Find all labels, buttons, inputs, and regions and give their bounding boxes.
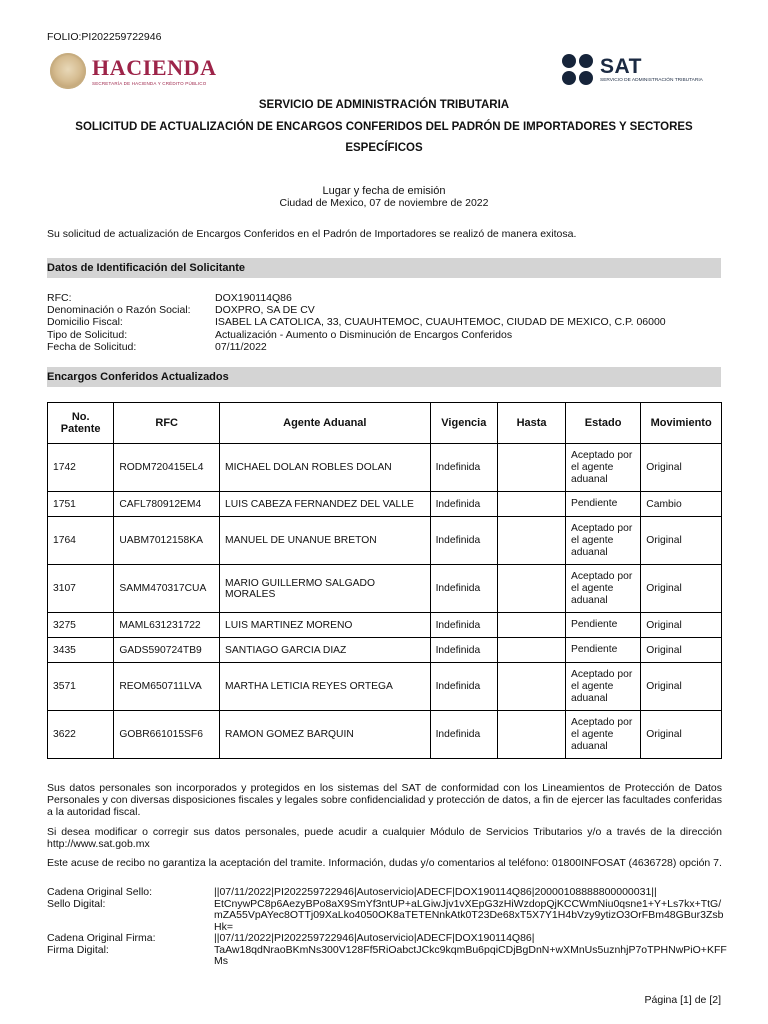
cell-estado: Pendiente bbox=[566, 638, 641, 663]
field-value: ISABEL LA CATOLICA, 33, CUAUHTEMOC, CUAUHTEMOC, CIUDAD DE MEXICO, C.P. 06000 bbox=[215, 316, 666, 329]
intro-text: Su solicitud de actualización de Encargos Conferidos en el Padrón de Importadores se realizó de manera exitosa. bbox=[47, 228, 577, 240]
cell-agente: MANUEL DE UNANUE BRETON bbox=[220, 517, 431, 565]
table-row bbox=[48, 711, 722, 759]
field-row bbox=[47, 316, 727, 328]
sat-logo bbox=[562, 50, 722, 90]
table-row bbox=[48, 663, 722, 711]
table-row bbox=[48, 613, 722, 638]
cell-rfc: SAMM470317CUA bbox=[114, 565, 220, 613]
cell-rfc: RODM720415EL4 bbox=[114, 444, 220, 492]
cell-estado: Aceptado por el agente aduanal bbox=[566, 663, 641, 711]
emission-value: Ciudad de Mexico, 07 de noviembre de 2022 bbox=[279, 197, 489, 209]
col-header-rfc: RFC bbox=[114, 403, 220, 444]
cell-vigencia: Indefinida bbox=[430, 663, 498, 711]
cell-patente: 1742 bbox=[48, 444, 114, 492]
section-title: Datos de Identificación del Solicitante bbox=[47, 262, 246, 274]
cell-agente: LUIS MARTINEZ MORENO bbox=[220, 613, 431, 638]
receipt-note: Este acuse de recibo no garantiza la aceptación del tramite. Información, dudas y/o comentarios al teléfono: 01800INFOSAT (4636728) opción 7. bbox=[47, 857, 722, 869]
cell-patente: 3571 bbox=[48, 663, 114, 711]
cell-agente: RAMON GOMEZ BARQUIN bbox=[220, 711, 431, 759]
table-row bbox=[48, 492, 722, 517]
col-header-estado: Estado bbox=[566, 403, 641, 444]
emission-label: Lugar y fecha de emisión bbox=[322, 185, 446, 197]
cell-vigencia: Indefinida bbox=[430, 613, 498, 638]
field-row bbox=[47, 292, 727, 304]
signature-label: Cadena Original Firma: bbox=[47, 932, 156, 944]
cell-rfc: UABM7012158KA bbox=[114, 517, 220, 565]
col-header-vigencia: Vigencia bbox=[430, 403, 498, 444]
col-header-movimiento: Movimiento bbox=[641, 403, 722, 444]
cell-movimiento: Original bbox=[641, 613, 722, 638]
table-row bbox=[48, 565, 722, 613]
signature-label: Cadena Original Sello: bbox=[47, 886, 153, 898]
field-value: DOX190114Q86 bbox=[215, 292, 292, 304]
table-row bbox=[48, 444, 722, 492]
cell-agente: SANTIAGO GARCIA DIAZ bbox=[220, 638, 431, 663]
field-label: Domicilio Fiscal: bbox=[47, 316, 123, 329]
signature-row bbox=[47, 933, 727, 945]
page-number: Página [1] de [2] bbox=[644, 994, 721, 1006]
signature-row bbox=[47, 887, 727, 899]
field-label: Fecha de Solicitud: bbox=[47, 340, 137, 353]
national-seal-icon bbox=[50, 53, 86, 89]
cell-hasta bbox=[498, 517, 566, 565]
cell-patente: 1751 bbox=[48, 492, 114, 517]
cell-movimiento: Original bbox=[641, 663, 722, 711]
cell-vigencia: Indefinida bbox=[430, 638, 498, 663]
field-value: 07/11/2022 bbox=[215, 340, 267, 353]
cell-hasta bbox=[498, 565, 566, 613]
col-header-hasta: Hasta bbox=[498, 403, 566, 444]
cell-estado: Aceptado por el agente aduanal bbox=[566, 517, 641, 565]
section-header-encargos bbox=[47, 367, 721, 387]
table-row bbox=[48, 638, 722, 663]
signature-value: TaAw18qdNraoBKmNs300V128Ff5RiOabctJCkc9kqmBu6pqiCDjBgDnN+wXMnUs5uznhjP7oTPHNwPiO+KFFMs bbox=[214, 943, 727, 967]
col-header-patente: No. Patente bbox=[48, 403, 114, 444]
cell-estado: Pendiente bbox=[566, 492, 641, 517]
cell-agente: LUIS CABEZA FERNANDEZ DEL VALLE bbox=[220, 492, 431, 517]
cell-movimiento: Original bbox=[641, 711, 722, 759]
signature-row bbox=[47, 945, 727, 968]
cell-rfc: CAFL780912EM4 bbox=[114, 492, 220, 517]
cell-vigencia: Indefinida bbox=[430, 565, 498, 613]
hacienda-logo-text: HACIENDA bbox=[92, 54, 217, 80]
sat-dots-icon bbox=[562, 54, 594, 86]
cell-estado: Pendiente bbox=[566, 613, 641, 638]
cell-hasta bbox=[498, 492, 566, 517]
field-label: Denominación o Razón Social: bbox=[47, 304, 191, 317]
signature-value: EtCnywPC8p6AezyBPo8aX9SmYf3ntUP+aLGiwJjv1vXEpG3zHiWzdopQjKCCWmNiu0qsne1+Y+Ls7kx+TtG/mZA55VpAYec8OTTj09XaLko4050OK8aTETENnkAtk0T23De68xT5X7Y1H4bVzy9ytizO3OrFBm48GBur3ZsbHk= bbox=[214, 897, 724, 933]
cell-patente: 1764 bbox=[48, 517, 114, 565]
cell-agente: MICHAEL DOLAN ROBLES DOLAN bbox=[220, 444, 431, 492]
hacienda-logo bbox=[50, 50, 215, 92]
digital-signatures bbox=[47, 887, 727, 968]
table-header-row bbox=[48, 403, 722, 444]
cell-rfc: GADS590724TB9 bbox=[114, 638, 220, 663]
cell-vigencia: Indefinida bbox=[430, 517, 498, 565]
doc-heading-title: SOLICITUD DE ACTUALIZACIÓN DE ENCARGOS CONFERIDOS DEL PADRÓN DE IMPORTADORES Y SECTORES bbox=[75, 121, 693, 133]
hacienda-logo-subtitle: SECRETARÍA DE HACIENDA Y CRÉDITO PÚBLICO bbox=[92, 80, 207, 86]
sat-logo-subtitle: SERVICIO DE ADMINISTRACIÓN TRIBUTARIA bbox=[600, 78, 703, 83]
section-header-solicitante bbox=[47, 258, 721, 278]
cell-movimiento: Original bbox=[641, 638, 722, 663]
cell-estado: Aceptado por el agente aduanal bbox=[566, 565, 641, 613]
privacy-note: Sus datos personales son incorporados y protegidos en los sistemas del SAT de conformidad con los Lineamientos de Protección de Datos Personales y con diversas disposiciones fiscales y legales sobre confidencialidad y protección de datos, a fin de ejercer las facultades conferidas a la autoridad fiscal. bbox=[47, 782, 722, 818]
field-value: Actualización - Aumento o Disminución de Encargos Conferidos bbox=[215, 328, 513, 341]
cell-movimiento: Cambio bbox=[641, 492, 722, 517]
cell-movimiento: Original bbox=[641, 444, 722, 492]
encargos-table bbox=[47, 402, 722, 759]
cell-patente: 3622 bbox=[48, 711, 114, 759]
cell-patente: 3275 bbox=[48, 613, 114, 638]
field-label: Tipo de Solicitud: bbox=[47, 328, 128, 341]
cell-patente: 3435 bbox=[48, 638, 114, 663]
cell-rfc: REOM650711LVA bbox=[114, 663, 220, 711]
field-row bbox=[47, 304, 727, 316]
cell-estado: Aceptado por el agente aduanal bbox=[566, 711, 641, 759]
cell-rfc: MAML631231722 bbox=[114, 613, 220, 638]
cell-vigencia: Indefinida bbox=[430, 711, 498, 759]
table-row bbox=[48, 517, 722, 565]
field-row bbox=[47, 329, 727, 341]
signature-value: ||07/11/2022|PI202259722946|Autoservicio|ADECF|DOX190114Q86| bbox=[214, 932, 535, 944]
doc-heading-title-cont: ESPECÍFICOS bbox=[345, 142, 423, 154]
signature-label: Firma Digital: bbox=[47, 943, 109, 956]
cell-movimiento: Original bbox=[641, 517, 722, 565]
cell-agente: MARIO GUILLERMO SALGADO MORALES bbox=[220, 565, 431, 613]
cell-estado: Aceptado por el agente aduanal bbox=[566, 444, 641, 492]
cell-hasta bbox=[498, 711, 566, 759]
cell-rfc: GOBR661015SF6 bbox=[114, 711, 220, 759]
col-header-agente: Agente Aduanal bbox=[220, 403, 431, 444]
signature-label: Sello Digital: bbox=[47, 897, 106, 910]
signature-row bbox=[47, 899, 727, 934]
cell-hasta bbox=[498, 444, 566, 492]
field-row bbox=[47, 341, 727, 353]
cell-hasta bbox=[498, 638, 566, 663]
signature-value: ||07/11/2022|PI202259722946|Autoservicio|ADECF|DOX190114Q86|20000108888800000031|| bbox=[214, 886, 657, 898]
doc-heading-agency: SERVICIO DE ADMINISTRACIÓN TRIBUTARIA bbox=[258, 99, 510, 111]
solicitante-fields bbox=[47, 292, 727, 353]
field-value: DOXPRO, SA DE CV bbox=[215, 304, 315, 317]
cell-movimiento: Original bbox=[641, 565, 722, 613]
folio-number: FOLIO:PI202259722946 bbox=[47, 31, 162, 43]
modify-data-note: Si desea modificar o corregir sus datos personales, puede acudir a cualquier Módulo de Servicios Tributarios y/o a través de la dirección http://www.sat.gob.mx bbox=[47, 826, 722, 850]
cell-patente: 3107 bbox=[48, 565, 114, 613]
sat-logo-text: SAT bbox=[600, 55, 642, 78]
field-label: RFC: bbox=[47, 292, 72, 304]
cell-hasta bbox=[498, 613, 566, 638]
cell-vigencia: Indefinida bbox=[430, 444, 498, 492]
section-title: Encargos Conferidos Actualizados bbox=[47, 371, 229, 383]
cell-hasta bbox=[498, 663, 566, 711]
cell-agente: MARTHA LETICIA REYES ORTEGA bbox=[220, 663, 431, 711]
cell-vigencia: Indefinida bbox=[430, 492, 498, 517]
